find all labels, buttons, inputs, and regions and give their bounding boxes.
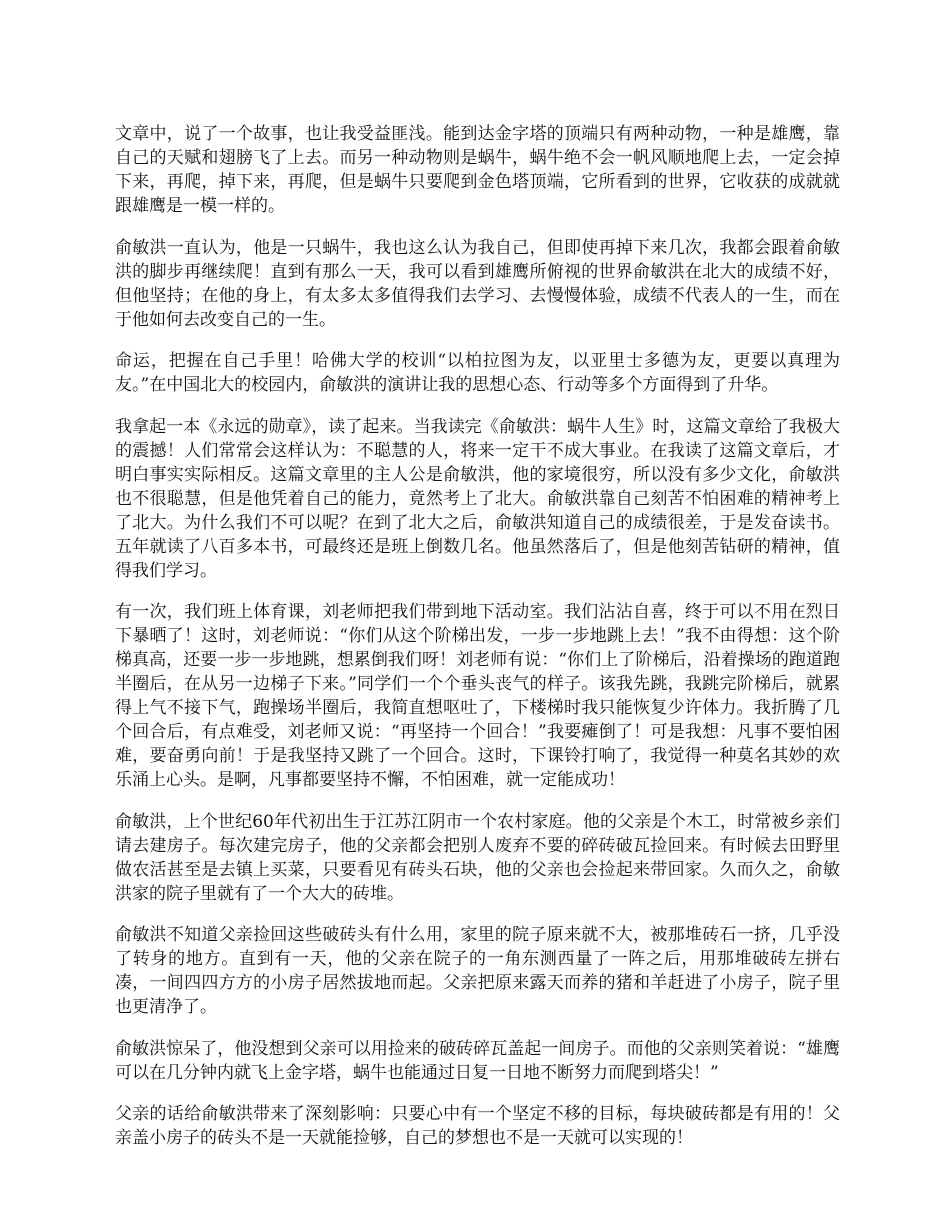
paragraph-4: 我拿起一本《永远的勋章》，读了起来。当我读完《俞敏洪：蜗牛人生》时，这篇文章给了我极大的震撼！人们常常会这样认为：不聪慧的人，将来一定干不成大事业。在我读了这篇文章后，才明白事实实际相反。这篇文章里的主人公是俞敏洪，他的家境很穷，所以没有多少文化，俞敏洪也不很聪慧，但是他凭着自己的能力，竟然考上了北大。俞敏洪靠自己刻苦不怕困难的精神考上了北大。为什么我们不可以呢？在到了北大之后，俞敏洪知道自己的成绩很差，于是发奋读书。五年就读了八百多本书，可最终还是班上倒数几名。他虽然落后了，但是他刻苦钻研的精神，值得我们学习。 xyxy=(115,416,840,581)
paragraph-8: 俞敏洪惊呆了，他没想到父亲可以用捡来的破砖碎瓦盖起一间房子。而他的父亲则笑着说：“雄鹰可以在几分钟内就飞上金字塔，蜗牛也能通过日复一日地不断努力而爬到塔尖！” xyxy=(115,1038,840,1083)
paragraph-2: 俞敏洪一直认为，他是一只蜗牛，我也这么认为我自己，但即使再掉下来几次，我都会跟着俞敏洪的脚步再继续爬！直到有那么一天，我可以看到雄鹰所俯视的世界俞敏洪在北大的成绩不好，但他坚持；在他的身上，有太多太多值得我们去学习、去慢慢体验，成绩不代表人的一生，而在于他如何去改变自己的一生。 xyxy=(115,237,840,330)
paragraph-5: 有一次，我们班上体育课，刘老师把我们带到地下活动室。我们沾沾自喜，终于可以不用在烈日下暴晒了！这时，刘老师说：“你们从这个阶梯出发，一步一步地跳上去！”我不由得想：这个阶梯真高，还要一步一步地跳，想累倒我们呀！刘老师有说：“你们上了阶梯后，沿着操场的跑道跑半圈后，在从另一边梯子下来。”同学们一个个垂头丧气的样子。该我先跳，我跳完阶梯后，就累得上气不接下气，跑操场半圈后，我简直想呕吐了，下楼梯时我只能恢复少许体力。我折腾了几个回合后，有点难受，刘老师又说：“再坚持一个回合！”我要瘫倒了！可是我想：凡事不要怕困难，要奋勇向前！于是我坚持又跳了一个回合。这时，下课铃打响了，我觉得一种莫名其妙的欢乐涌上心头。是啊，凡事都要坚持不懈，不怕困难，就一定能成功！ xyxy=(115,602,840,790)
document-body xyxy=(115,122,840,1168)
paragraph-7: 俞敏洪不知道父亲捡回这些破砖头有什么用，家里的院子原来就不大，被那堆砖石一挤，几乎没了转身的地方。直到有一天，他的父亲在院子的一角东测西量了一阵之后，用那堆破砖左拼右凑，一间四四方方的小房子居然拔地而起。父亲把原来露天而养的猪和羊赶进了小房子，院子里也更清净了。 xyxy=(115,925,840,1017)
paragraph-3: 命运，把握在自己手里！哈佛大学的校训“以柏拉图为友，以亚里士多德为友，更要以真理为友。”在中国北大的校园内，俞敏洪的演讲让我的思想心态、行动等多个方面得到了升华。 xyxy=(115,351,840,395)
paragraph-6: 俞敏洪，上个世纪60年代初出生于江苏江阴市一个农村家庭。他的父亲是个木工，时常被乡亲们请去建房子。每次建完房子，他的父亲都会把别人废弃不要的碎砖破瓦捡回来。有时候去田野里做农活甚至是去镇上买菜，只要看见有砖头石块，他的父亲也会捡起来带回家。久而久之，俞敏洪家的院子里就有了一个大大的砖堆。 xyxy=(115,811,840,904)
paragraph-9: 父亲的话给俞敏洪带来了深刻影响：只要心中有一个坚定不移的目标，每块破砖都是有用的！父亲盖小房子的砖头不是一天就能捡够，自己的梦想也不是一天就可以实现的！ xyxy=(115,1104,840,1148)
paragraph-1: 文章中，说了一个故事，也让我受益匪浅。能到达金字塔的顶端只有两种动物，一种是雄鹰，靠自己的天赋和翅膀飞了上去。而另一种动物则是蜗牛，蜗牛绝不会一帆风顺地爬上去，一定会掉下来，再爬，掉下来，再爬，但是蜗牛只要爬到金色塔顶端，它所看到的世界，它收获的成就就跟雄鹰是一模一样的。 xyxy=(115,124,840,216)
